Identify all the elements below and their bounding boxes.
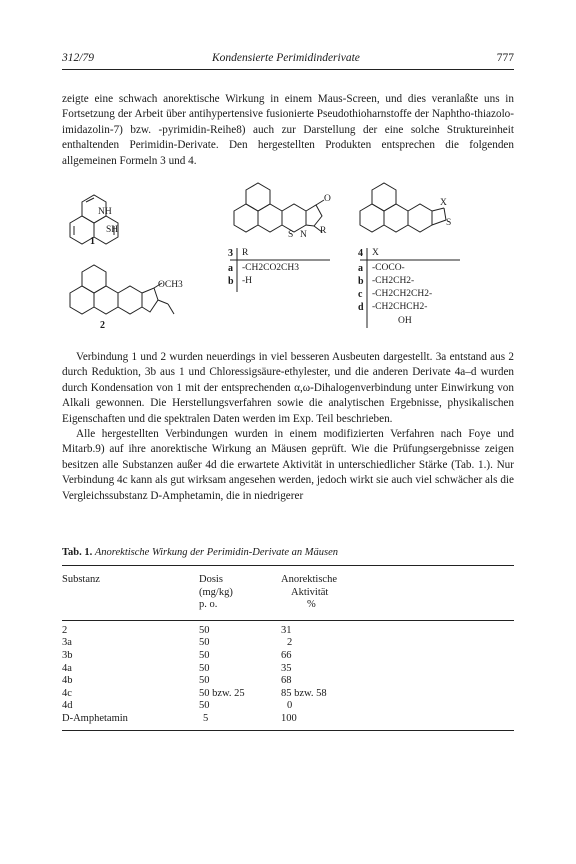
compound-1-label: 1 (90, 236, 95, 247)
paragraph-synthesis: Verbindung 1 und 2 wurden neuerdings in viel besseren Ausbeuten dargestellt. 3a entstand aus 2 durch Reduktion, 3b aus 1 und Chloressigsäure-ethylester, und die anderen Derivate 4a–d wurden durch Kondensation von 1 mit der entsprechenden α,ω-Dihalogenverbindung unter Einwirkung von Alkali gewonnen. Die Herstellungsverfahren sowie die analytischen Ergebnisse, physikalischen Eigenschaften und die spektralen Daten werden im Exp. Teil beschrieben. (62, 351, 514, 425)
header-rule (62, 69, 514, 70)
table-header-aktivitaet-2: Aktivität (291, 586, 329, 598)
cell-dosis: 50 (199, 700, 210, 712)
running-header (62, 52, 514, 68)
table-4-row-d-value: -CH2CHCH2- (372, 302, 428, 312)
table-4-row-c-key: c (358, 289, 363, 300)
table-4-row-a-value: -COCO- (372, 263, 405, 273)
compound-2-och3: OCH3 (158, 280, 183, 290)
compound-4-structure (360, 183, 446, 232)
compound-3-o: O (324, 194, 331, 204)
table-row (62, 675, 514, 688)
cell-dosis: 50 (199, 637, 210, 649)
structure-scheme (62, 180, 514, 340)
compound-2-label: 2 (100, 320, 105, 331)
table-row (62, 688, 514, 701)
compound-4-s: S (446, 218, 452, 228)
cell-dosis: 50 (199, 662, 210, 674)
cell-dosis: 5 (203, 712, 209, 724)
table-4-header: X (372, 248, 379, 258)
table-3-header: R (242, 248, 249, 258)
paragraph-results: Alle hergestellten Verbindungen wurden in einem modifizierten Verfahren nach Foye und Mitarb.9) auf ihre anorektische Wirkung an Mäusen geprüft. Wie die Prüfungsergebnisse zeigen besitzen alle Substanzen außer 4d die erwartete Aktivität in unterschiedlicher Stärke (Tab. 1.). Nur Verbindung 4c kann als gut wirksam angesehen werden, jedoch wirkt sie auch viel schwächer als die Vergleichssubstanz D-Amphetamin, die in niedrigerer (62, 428, 514, 502)
activity-table (62, 566, 514, 731)
table-row (62, 713, 514, 726)
table-4-row-b-value: -CH2CH2- (372, 276, 415, 286)
table-row (62, 637, 514, 650)
cell-substanz: 4d (62, 700, 73, 712)
table-header-dosis-3: p. o. (199, 599, 218, 611)
cell-substanz: 3a (62, 637, 72, 649)
paragraph-intro: zeigte eine schwach anorektische Wirkung in einem Maus-Screen, und dies veranlaßte uns in Fortsetzung der Arbeit über antihypertensive fusionierte Pseudothioharnstoffe der Naphtho-thiazolo-imidazolin-7) bzw. -pyrimidin-Reihe8) auch zur Darstellung der eine solche Struktureinheit enthaltenden Perimidin-Derivate. Den hergestellten Produkten entsprechen die folgenden allgemeinen Formeln 3 und 4. (62, 93, 514, 167)
table-caption-label: Tab. 1. (62, 547, 93, 558)
table-4-row-b-key: b (358, 276, 364, 287)
table-3-row-a-key: a (228, 263, 233, 274)
compound-3-structure (234, 183, 324, 232)
cell-substanz: 4c (62, 687, 72, 699)
table-row (62, 625, 514, 638)
table-header-dosis-2: (mg/kg) (199, 586, 233, 598)
table-3-number: 3 (228, 248, 233, 259)
table-4-row-a-key: a (358, 263, 363, 274)
cell-substanz: 3b (62, 649, 73, 661)
cell-dosis: 50 (199, 624, 210, 636)
cell-substanz: D-Amphetamin (62, 712, 128, 724)
compound-1-nh: NH (98, 207, 112, 217)
compound-3-n: N (300, 230, 307, 240)
table-row (62, 650, 514, 663)
table-4-row-d-oh: OH (398, 316, 412, 326)
cell-dosis: 50 (199, 649, 210, 661)
cell-aktivitaet: 35 (281, 662, 292, 674)
cell-aktivitaet: 85 bzw. 58 (281, 687, 327, 699)
compound-4-x: X (440, 198, 447, 208)
table-header-substanz: Substanz (62, 574, 100, 585)
compound-3-s: S (288, 230, 294, 240)
header-issue: 312/79 (62, 52, 94, 64)
table-caption-text: Anorektische Wirkung der Perimidin-Derivate an Mäusen (94, 547, 338, 558)
table-row (62, 700, 514, 713)
table-header-aktivitaet-1: Anorektische (281, 574, 337, 585)
cell-aktivitaet: 100 (281, 712, 297, 724)
table-row (62, 663, 514, 676)
cell-dosis: 50 (199, 675, 210, 687)
table-3-row-b-value: -H (242, 276, 253, 286)
table-4-row-d-key: d (358, 302, 364, 313)
table-3-row-b-key: b (228, 276, 234, 287)
table-header-dosis-1: Dosis (199, 574, 223, 585)
table-4-row-c-value: -CH2CH2CH2- (372, 289, 433, 299)
cell-substanz: 4a (62, 662, 72, 674)
cell-aktivitaet: 2 (287, 637, 293, 649)
table-caption (62, 547, 338, 558)
cell-aktivitaet: 31 (281, 624, 292, 636)
compound-1-sh: SH (106, 225, 119, 235)
cell-substanz: 2 (62, 624, 68, 636)
header-page-number: 777 (496, 52, 514, 64)
cell-aktivitaet: 68 (281, 675, 292, 687)
cell-aktivitaet: 0 (287, 700, 293, 712)
table-header-aktivitaet-3: % (307, 599, 316, 611)
cell-substanz: 4b (62, 675, 73, 687)
table-4-number: 4 (358, 248, 363, 259)
cell-dosis: 50 bzw. 25 (199, 687, 245, 699)
cell-aktivitaet: 66 (281, 649, 292, 661)
header-title: Kondensierte Perimidinderivate (212, 52, 360, 64)
compound-3-r: R (320, 226, 327, 236)
table-3-row-a-value: -CH2CO2CH3 (242, 263, 300, 273)
